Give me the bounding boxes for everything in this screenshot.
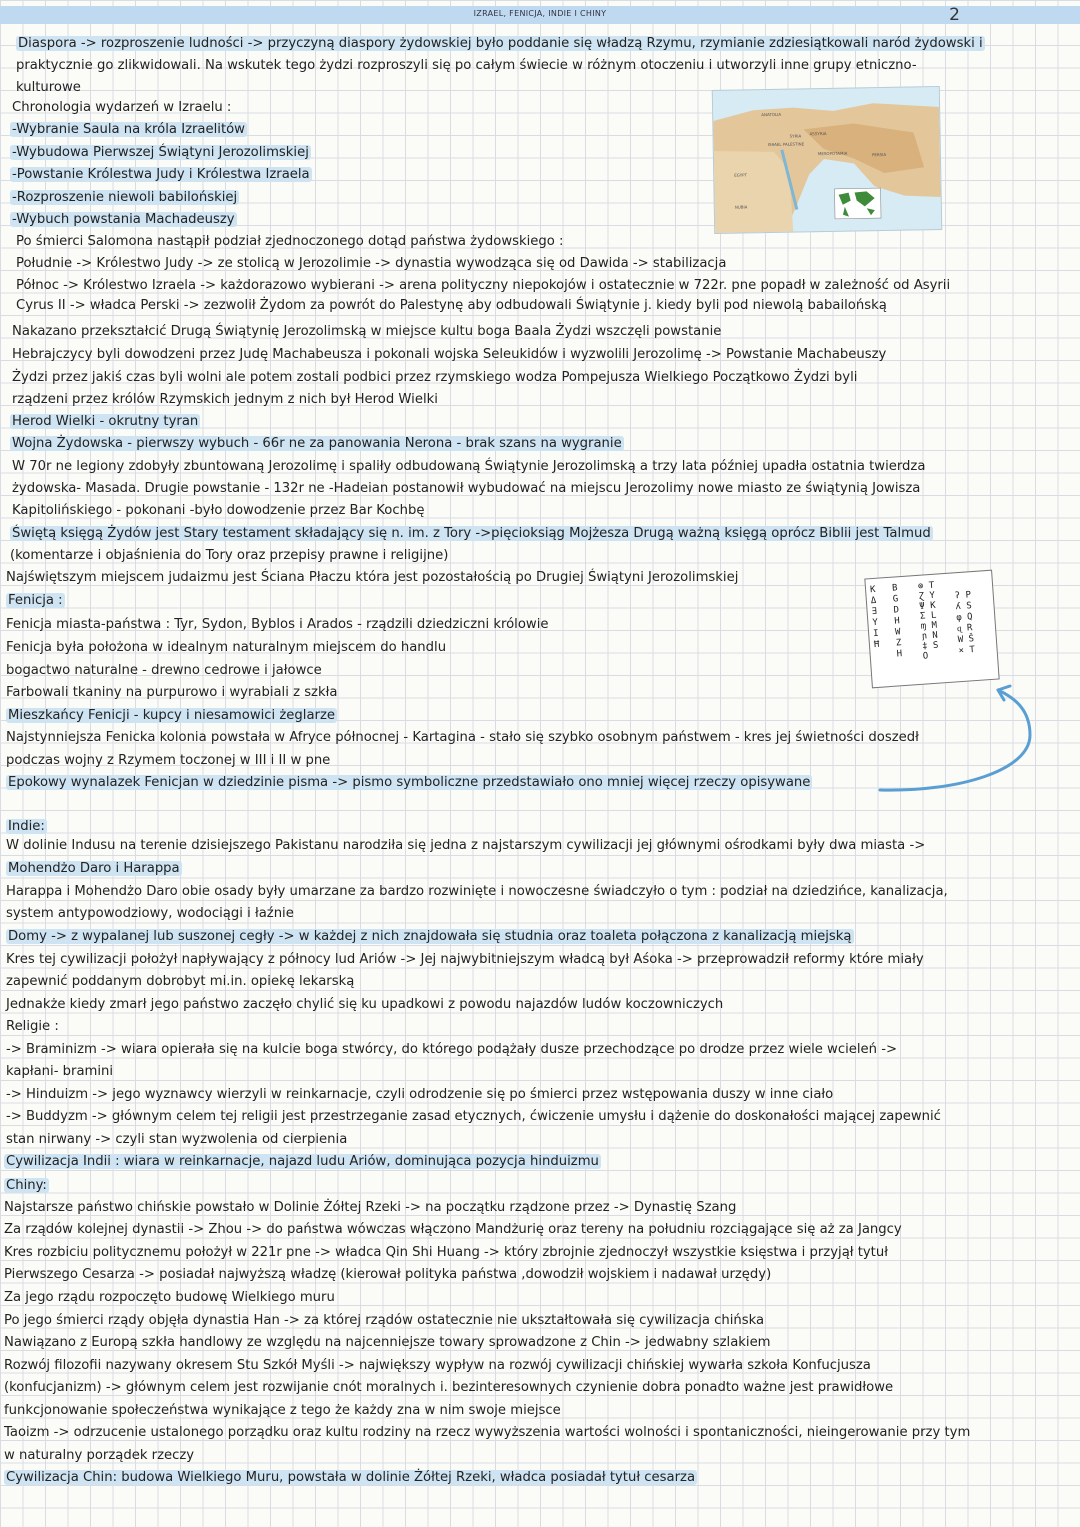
alphabet-column: B G D H W Z H bbox=[891, 583, 903, 660]
middle-east-map bbox=[712, 86, 942, 234]
note-line: -> Hinduizm -> jego wyznawcy wierzyli w reinkarnacje, czyli odrodzenie się po śmierci przez wstępowania duszy w inne ciało bbox=[6, 1087, 834, 1102]
note-line: Najświętszym miejscem judaizmu jest Ściana Płaczu która jest pozostałością po Drugiej Świątyni Jerozolimskiej bbox=[6, 570, 739, 585]
note-line: Po jego śmierci rządy objęła dynastia Han -> za której rządów ostatecznie nie ukształtowała się cywilizacja chińska bbox=[4, 1313, 765, 1328]
note-line: Herod Wielki - okrutny tyran bbox=[12, 414, 199, 429]
page-title: IZRAEL, FENICJA, INDIE I CHINY bbox=[473, 9, 607, 18]
note-line: -Rozproszenie niewoli babilońskiej bbox=[12, 190, 238, 205]
note-line: Wojna Żydowska - pierwszy wybuch - 66r ne za panowania Nerona - brak szans na wygranie bbox=[12, 436, 622, 451]
note-line: -Wybuch powstania Machadeuszy bbox=[12, 212, 235, 227]
svg-text:EGYPT: EGYPT bbox=[734, 172, 748, 178]
note-line: -Wybranie Saula na króla Izraelitów bbox=[12, 122, 245, 137]
note-line: kapłani- bramini bbox=[6, 1064, 114, 1079]
svg-text:PERSIA: PERSIA bbox=[871, 151, 887, 158]
note-line: W dolinie Indusu na terenie dzisiejszego Pakistanu narodziła się jedna z najstarszym cywilizacji jej głównymi ośrodkami były dwa miasta -> bbox=[6, 838, 926, 853]
note-line: żydowska- Masada. Drugie powstanie - 132r ne -Hadeian postanowił wybudować na miejscu Jerozolimy nowe miasto ze świątynią Jowisza bbox=[12, 481, 921, 496]
note-line: (komentarze i objaśnienia do Tory oraz przepisy prawne i religijne) bbox=[10, 548, 449, 563]
note-line: Mieszkańcy Fenicji - kupcy i niesamowici żeglarze bbox=[8, 708, 335, 723]
page-number: 2 bbox=[949, 5, 960, 25]
svg-text:NUBIA: NUBIA bbox=[734, 204, 748, 210]
note-line: w naturalny porządek rzeczy bbox=[4, 1448, 195, 1463]
note-line: W 70r ne legiony zdobyły zbuntowaną Jerozolimę i spaliły odbudowaną Świątynie Jerozolimską a trzy lata później upadła ostatnia twierdza bbox=[12, 459, 926, 474]
note-line: praktycznie go zlikwidowali. Na wskutek tego żydzi rozproszyli się po całym świecie w różnym otoczeniu i utworzyli inne grupy etniczno- bbox=[16, 58, 917, 73]
note-line: Chronologia wydarzeń w Izraelu : bbox=[12, 100, 232, 115]
note-line: Cywilizacja Indii : wiara w reinkarnacje, najazd ludu Ariów, dominująca pozycja hinduizmu bbox=[6, 1154, 599, 1169]
note-line: Domy -> z wypalanej lub suszonej cegły -> w każdej z nich znajdowała się studnia oraz toaleta połączona z kanalizacją miejską bbox=[8, 929, 852, 944]
note-line: Za rządów kolejnej dynastii -> Zhou -> do państwa wówczas włączono Mandżurię oraz tereny na południu rozciągające się aż za Jangcy bbox=[4, 1222, 902, 1237]
note-line: Cywilizacja Chin: budowa Wielkiego Muru, powstała w dolinie Żółtej Rzeki, władca posiadał tytuł cesarza bbox=[6, 1470, 696, 1485]
note-line: -Wybudowa Pierwszej Świątyni Jerozolimskiej bbox=[12, 145, 309, 160]
note-line: Kres rozbiciu politycznemu położył w 221r pne -> władca Qin Shi Huang -> który zbrojnie zjednoczył wszystkie księstwa i przyjął tytuł bbox=[4, 1245, 888, 1260]
svg-text:ISRAEL PALESTINE: ISRAEL PALESTINE bbox=[767, 141, 805, 148]
note-line: system antypowodziowy, wodociągi i łaźnie bbox=[6, 906, 294, 921]
svg-text:MESOPOTAMIA: MESOPOTAMIA bbox=[817, 150, 848, 157]
note-line: -Powstanie Królestwa Judy i Królestwa Izraela bbox=[12, 167, 310, 182]
curved-arrow-icon bbox=[870, 680, 1040, 800]
note-line: Epokowy wynalazek Fenicjan w dziedzinie pisma -> pismo symboliczne przedstawiało ono mniej więcej rzeczy opisywane bbox=[8, 775, 811, 790]
note-line: Północ -> Królestwo Izraela -> każdorazowo wybierani -> arena polityczny niepokojów i ostatecznie w 722r. pne popadł w zależność od Asyrii bbox=[16, 278, 951, 293]
section-heading-indie: Indie: bbox=[8, 819, 45, 834]
note-line: kulturowe bbox=[16, 80, 81, 95]
section-heading-fenicja: Fenicja : bbox=[8, 593, 63, 608]
note-line: Hebrajczycy byli dowodzeni przez Judę Machabeusza i pokonali wojska Seleukidów i wyzwolili Jerozolimę -> Powstanie Machabeuszy bbox=[12, 347, 887, 362]
note-line: Kapitolińskiego - pokonani -było dowodzenie przez Bar Kochbę bbox=[12, 503, 425, 518]
note-line: Pierwszego Cesarza -> posiadał najwyższą władzę (kierował polityka państwa ,dowodził wojskiem i nadawał urzędy) bbox=[4, 1267, 772, 1282]
section-heading-chiny: Chiny: bbox=[6, 1178, 47, 1193]
note-line: -> Braminizm -> wiara opierała się na kulcie boga stwórcy, do którego podążały dusze przechodzące po drodze przez wiele wcieleń -> bbox=[6, 1042, 898, 1057]
svg-text:ASSYRIA: ASSYRIA bbox=[809, 131, 827, 137]
note-line: Po śmierci Salomona nastąpił podział zjednoczonego dotąd państwa żydowskiego : bbox=[16, 234, 564, 249]
alphabet-column: K Δ ∃ Y I Ħ bbox=[869, 584, 880, 651]
note-line: Mohendżo Daro i Harappa bbox=[8, 861, 180, 876]
note-line: podczas wojny z Rzymem toczonej w III i II w pne bbox=[6, 753, 331, 768]
note-line: Harappa i Mohendżo Daro obie osady były umarzane za bardzo rozwinięte i nowoczesne świadczyło o tym : podział na dziedzińce, kanalizacja, bbox=[6, 884, 948, 899]
alphabet-column: ʔ P ʎ S φ Q ɋ R W Š × T bbox=[954, 590, 976, 657]
note-line: Cyrus II -> władca Perski -> zezwolił Żydom za powrót do Palestynę aby odbudowali Świątynie j. kiedy byli pod niewolą babailońską bbox=[16, 298, 887, 313]
note-line: Nawiązano z Europą szkła handlowy ze względu na najcenniejsze towary sprowadzone z Chin -> jedwabny szlakiem bbox=[4, 1335, 771, 1350]
note-line: rządzeni przez królów Rzymskich jednym z nich był Herod Wielki bbox=[12, 392, 438, 407]
note-line: Najstynniejsza Fenicka kolonia powstała w Afryce północnej - Kartagina - stało się szybko osobnym państwem - kres jej świetności doszedł bbox=[6, 730, 919, 745]
note-line: Nakazano przekształcić Drugą Świątynię Jerozolimską w miejsce kultu boga Baala Żydzi wszczęli powstanie bbox=[12, 324, 722, 339]
svg-text:SYRIA: SYRIA bbox=[789, 133, 802, 139]
note-line: (konfucjanizm) -> głównym celem jest rozwijanie cnót moralnych i. bezinteresownych czynienie dobra ponadto ważne jest prawidłowe bbox=[4, 1380, 894, 1395]
note-line: Religie : bbox=[6, 1019, 59, 1034]
note-line: Rozwój filozofii nazywany okresem Stu Szkół Myśli -> największy wypływ na rozwój cywilizacji chińskiej wywarła szkoła Konfucjusza bbox=[4, 1358, 871, 1373]
note-line: -> Buddyzm -> głównym celem tej religii jest przestrzeganie zasad etycznych, ćwiczenie umysłu i dążenie do doskonałości mającej zapewnić bbox=[6, 1109, 941, 1124]
note-line: Świętą księgą Żydów jest Stary testament składający się n. im. z Tory ->pięcioksiąg Mojżesza Drugą ważną księgą oprócz Biblii jest Talmud bbox=[12, 526, 931, 541]
note-line: stan nirwany -> czyli stan wyzwolenia od cierpienia bbox=[6, 1132, 348, 1147]
note-line: bogactwo naturalne - drewno cedrowe i jałowce bbox=[6, 663, 322, 678]
note-line: Południe -> Królestwo Judy -> ze stolicą w Jerozolimie -> dynastia wywodząca się od Dawida -> stabilizacja bbox=[16, 256, 727, 271]
note-line: Za jego rządu rozpoczęto budowę Wielkiego muru bbox=[4, 1290, 335, 1305]
alphabet-column: ⊗ T Ɀ Y Ψ K Ʃ L ɱ M ɲ N ‡ S O bbox=[917, 580, 939, 662]
note-line: Fenicja miasta-państwa : Tyr, Sydon, Byblos i Arados - rządzili dziedziczni królowie bbox=[6, 617, 549, 632]
note-line: Najstarsze państwo chińskie powstało w Dolinie Żółtej Rzeki -> na początku rządzone przez -> Dynastię Szang bbox=[4, 1200, 737, 1215]
note-line: zapewnić poddanym dobrobyt mi.in. opiekę lekarską bbox=[6, 974, 355, 989]
note-line: Taoizm -> odrzucenie ustalonego porządku oraz kultu rodziny na rzecz wywyższenia wartości wolności i spontaniczności, nieingerowanie przy tym bbox=[4, 1425, 971, 1440]
note-line: funkcjonowanie społeczeństwa wynikające z tego że każdy zna w nim swoje miejsce bbox=[4, 1403, 561, 1418]
note-line: Jednakże kiedy zmarł jego państwo zaczęło chylić się ku upadkowi z powodu najazdów ludów koczowniczych bbox=[6, 997, 724, 1012]
note-line: Diaspora -> rozproszenie ludności -> przyczyną diaspory żydowskiej było poddanie się władzą Rzymu, rzymianie zdziesiątkowali naród żydowski i bbox=[18, 36, 983, 51]
header-bar bbox=[0, 6, 1080, 24]
map-drawing bbox=[713, 87, 941, 233]
note-line: Fenicja była położona w idealnym naturalnym miejscem do handlu bbox=[6, 640, 447, 655]
phoenician-alphabet-card bbox=[864, 570, 999, 689]
svg-text:ANATOLIA: ANATOLIA bbox=[761, 111, 782, 118]
note-line: Kres tej cywilizacji położył napływający z północy lud Ariów -> Jej najwybitniejszym władcą był Aśoka -> przeprowadził reformy które miały bbox=[6, 952, 924, 967]
note-line: Żydzi przez jakiś czas byli wolni ale potem zostali podbici przez rzymskiego wodza Pompejusza Wielkiego Początkowo Żydzi byli bbox=[12, 370, 858, 385]
note-line: Farbowali tkaniny na purpurowo i wyrabiali z szkła bbox=[6, 685, 338, 700]
